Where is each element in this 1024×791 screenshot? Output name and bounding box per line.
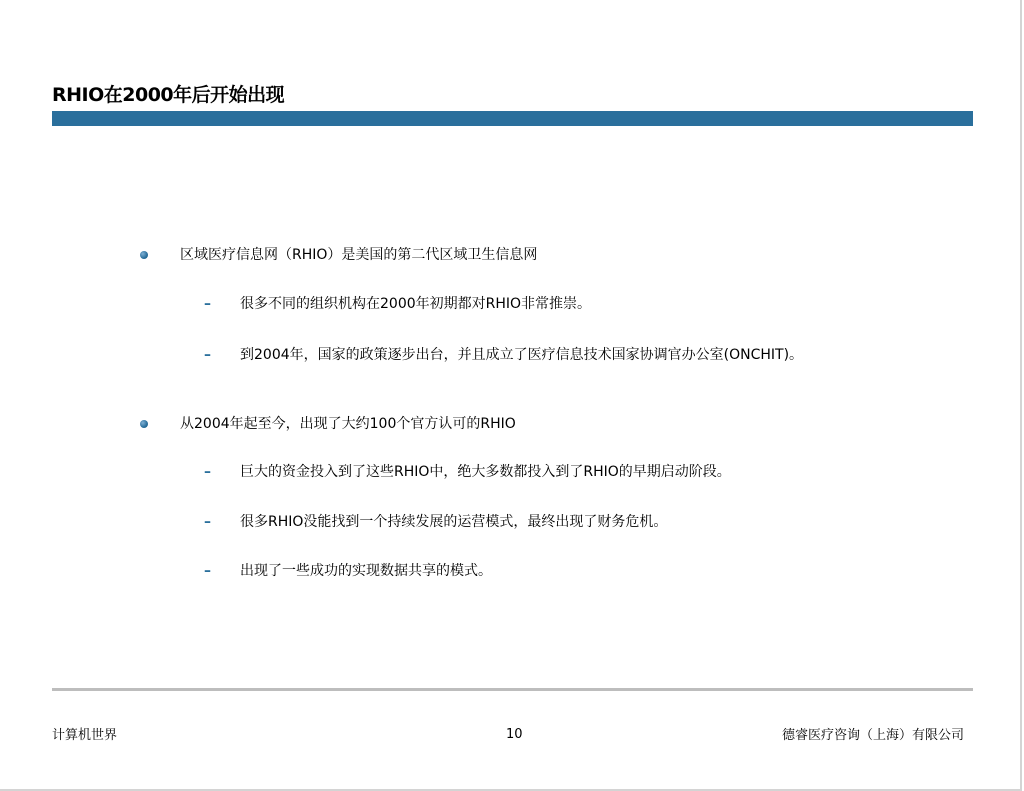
page-number: 10 [506, 727, 523, 742]
slide-title: RHIO在2000年后开始出现 [52, 84, 285, 106]
bullet-1-text: 区域医疗信息网（RHIO）是美国的第二代区域卫生信息网 [180, 247, 538, 263]
dash-icon: – [204, 464, 211, 480]
blue-dot-icon [140, 420, 148, 428]
bullet-1-sub-1: 很多不同的组织机构在2000年初期都对RHIO非常推崇。 [240, 296, 592, 312]
blue-dot-icon [140, 251, 148, 259]
dash-icon: – [204, 563, 211, 579]
footer-divider [52, 688, 973, 691]
bullet-2-sub-2: 很多RHIO没能找到一个持续发展的运营模式，最终出现了财务危机。 [240, 514, 668, 530]
footer-publication: 计算机世界 [52, 728, 118, 743]
footer-company: 德睿医疗咨询（上海）有限公司 [781, 728, 964, 743]
bullet-1-sub-2: 到2004年，国家的政策逐步出台，并且成立了医疗信息技术国家协调官办公室(ONCHIT)。 [240, 347, 804, 363]
title-accent-bar [52, 111, 973, 126]
bullet-2-sub-1: 巨大的资金投入到了这些RHIO中，绝大多数都投入到了RHIO的早期启动阶段。 [240, 464, 731, 480]
dash-icon: – [204, 347, 211, 363]
bullet-2-sub-3: 出现了一些成功的实现数据共享的模式。 [240, 563, 492, 579]
dash-icon: – [204, 296, 211, 312]
dash-icon: – [204, 514, 211, 530]
bullet-2-text: 从2004年起至今，出现了大约100个官方认可的RHIO [180, 416, 516, 432]
